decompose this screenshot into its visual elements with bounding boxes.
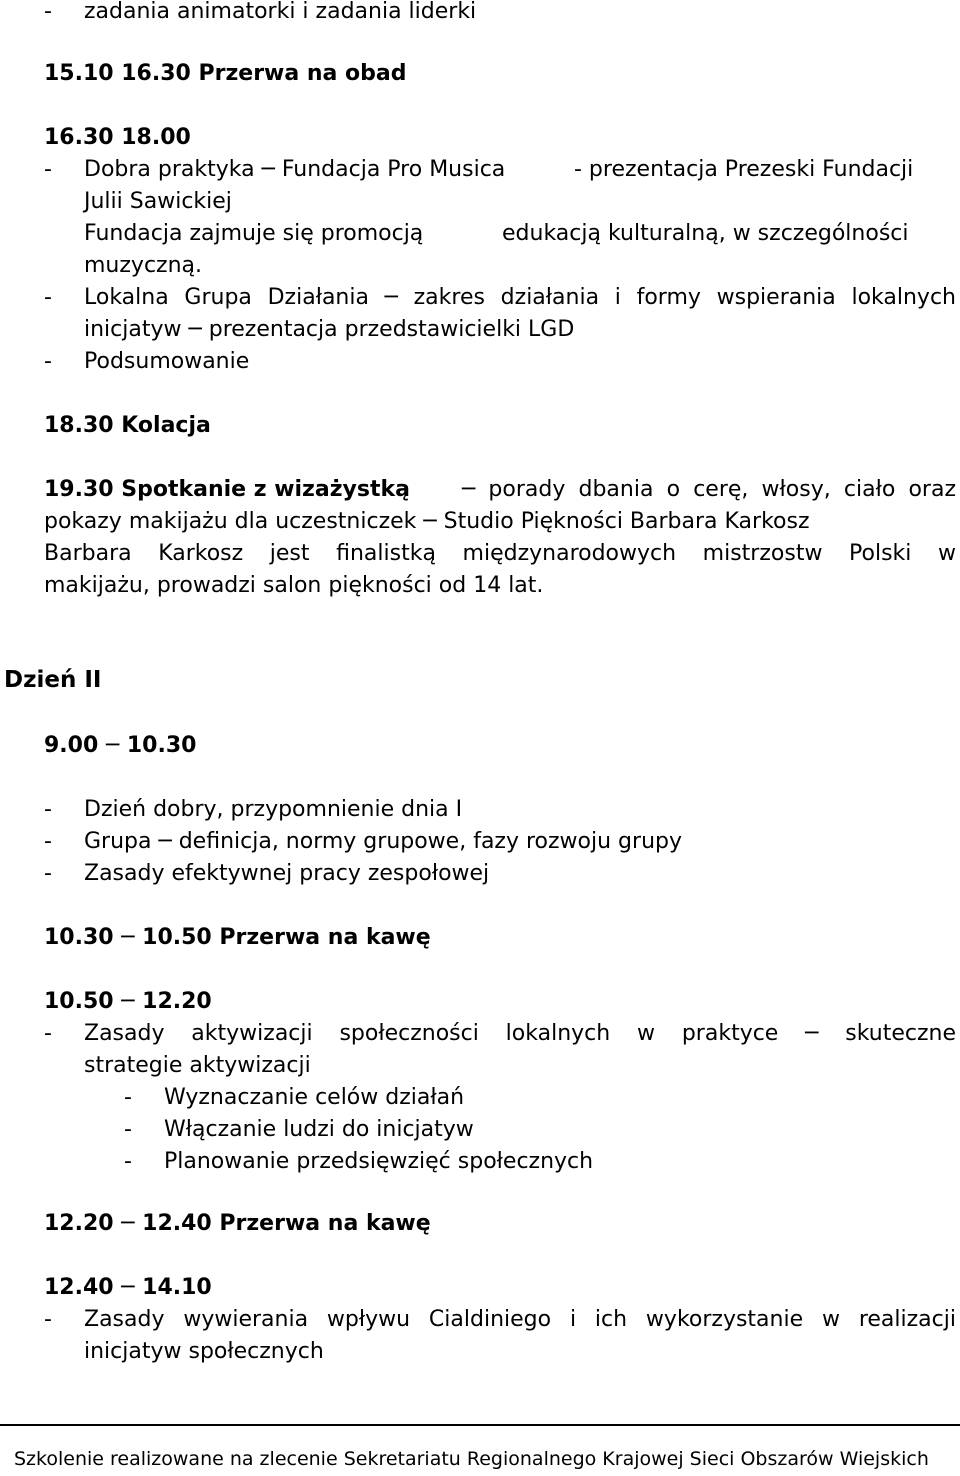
agenda-item-continued: inicjatyw społecznych — [84, 1339, 324, 1364]
session-description: ─ porady dbania o cerę, włosy, ciało oraz — [462, 477, 956, 502]
dash: - — [44, 349, 52, 374]
agenda-item: Grupa ─ definicja, normy grupowe, fazy rozwoju grupy — [84, 829, 682, 854]
footer-divider — [0, 1424, 960, 1426]
dash: - — [44, 1021, 52, 1046]
session-time: 10.50 ─ 12.20 — [44, 989, 212, 1014]
day-heading: Dzień II — [4, 667, 102, 693]
agenda-item: Podsumowanie — [84, 349, 250, 374]
dash: - — [44, 285, 52, 310]
dash: - — [124, 1149, 132, 1174]
session-time: 9.00 ─ 10.30 — [44, 733, 197, 758]
agenda-item-continued: - prezentacja Prezeski Fundacji — [574, 157, 914, 182]
description-text: Fundacja zajmuje się promocją — [84, 221, 424, 246]
agenda-item-continued: strategie aktywizacji — [84, 1053, 311, 1078]
agenda-item: Zasady efektywnej pracy zespołowej — [84, 861, 490, 886]
dash: - — [124, 1117, 132, 1142]
dash: - — [44, 157, 52, 182]
dash: - — [44, 861, 52, 886]
dash: - — [44, 829, 52, 854]
agenda-item: zadania animatorki i zadania liderki — [84, 0, 477, 24]
session-time: 12.20 ─ 12.40 Przerwa na kawę — [44, 1211, 431, 1236]
agenda-item: Dzień dobry, przypomnienie dnia I — [84, 797, 463, 822]
session-description: makijażu, prowadzi salon piękności od 14 lat. — [44, 573, 544, 598]
sub-item: Planowanie przedsięwzięć społecznych — [164, 1149, 594, 1174]
session-time: 16.30 18.00 — [44, 125, 191, 150]
session-time: 15.10 16.30 Przerwa na obad — [44, 61, 407, 86]
session-time: 18.30 Kolacja — [44, 413, 211, 438]
session-time: 10.30 ─ 10.50 Przerwa na kawę — [44, 925, 431, 950]
sub-item: Włączanie ludzi do inicjatyw — [164, 1117, 474, 1142]
agenda-item: Zasady wywierania wpływu Cialdiniego i ich wykorzystanie w realizacji — [84, 1307, 956, 1332]
dash: - — [44, 1307, 52, 1332]
dash: - — [124, 1085, 132, 1110]
session-time: 12.40 ─ 14.10 — [44, 1275, 212, 1300]
session-description: pokazy makijażu dla uczestniczek ─ Studio Piękności Barbara Karkosz — [44, 509, 810, 534]
agenda-item: Zasady aktywizacji społeczności lokalnych w praktyce ─ skuteczne — [84, 1021, 956, 1046]
agenda-item: Dobra praktyka ─ Fundacja Pro Musica — [84, 157, 506, 182]
agenda-item-continued: inicjatyw ─ prezentacja przedstawicielki LGD — [84, 317, 575, 342]
footer-text: Szkolenie realizowane na zlecenie Sekretariatu Regionalnego Krajowej Sieci Obszarów Wiejskich — [14, 1448, 929, 1470]
agenda-item-continued: Julii Sawickiej — [84, 189, 232, 214]
sub-item: Wyznaczanie celów działań — [164, 1085, 465, 1110]
agenda-item: Lokalna Grupa Działania ─ zakres działania i formy wspierania lokalnych — [84, 285, 956, 310]
session-title: 19.30 Spotkanie z wizażystką — [44, 477, 410, 502]
description-text: edukacją kulturalną, w szczególności — [502, 221, 909, 246]
dash: - — [44, 797, 52, 822]
description-text: muzyczną. — [84, 253, 203, 278]
session-description: Barbara Karkosz jest finalistką międzynarodowych mistrzostw Polski w — [44, 541, 956, 566]
dash: - — [44, 0, 52, 24]
